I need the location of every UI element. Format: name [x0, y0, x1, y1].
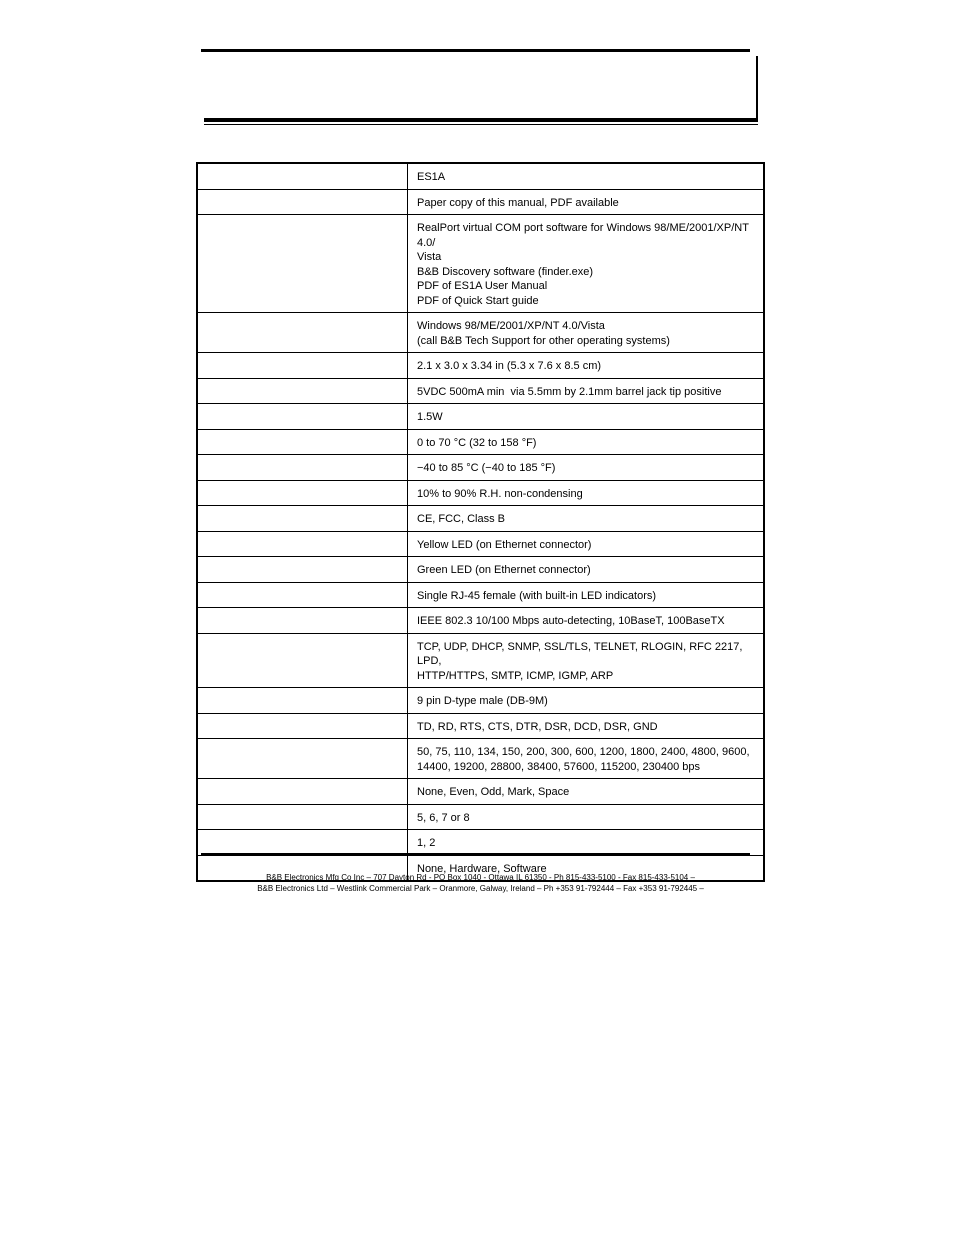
spec-value-cell: [408, 582, 765, 608]
spec-value-line: ES1A: [417, 171, 446, 183]
spec-value-cell: [408, 506, 765, 532]
spec-value-line: Single RJ-45 female (with built-in LED indicators): [417, 589, 657, 602]
spec-value-cell: [408, 804, 765, 830]
table-row: [197, 455, 764, 481]
spec-value-line: PDF of Quick Start guide: [417, 294, 539, 307]
spec-value-line: 5VDC 500mA min via 5.5mm by 2.1mm barrel jack tip positive: [417, 385, 722, 398]
spec-value-line: None, Even, Odd, Mark, Space: [417, 786, 570, 798]
table-row: [197, 688, 764, 714]
footer-line-ireland: B&B Electronics Ltd – Westlink Commercial Park – Oranmore, Galway, Ireland – Ph +353 91-792444 – Fax +353 91-792445 –: [257, 883, 704, 893]
spec-label-cell: [197, 582, 408, 608]
spec-value-line: 1, 2: [417, 837, 436, 849]
spec-label-cell: [197, 429, 408, 455]
spec-value-line: HTTP/HTTPS, SMTP, ICMP, IGMP, ARP: [417, 669, 614, 682]
spec-value-line: Green LED (on Ethernet connector): [417, 564, 591, 576]
spec-value-cell: [408, 688, 765, 714]
spec-label-cell: [197, 189, 408, 215]
table-row: [197, 313, 764, 353]
spec-value-cell: [408, 189, 765, 215]
spec-value-line: TCP, UDP, DHCP, SNMP, SSL/TLS, TELNET, RLOGIN, RFC 2217, LPD,: [417, 640, 746, 667]
table-row: [197, 779, 764, 805]
spec-label-cell: [197, 804, 408, 830]
spec-value-cell: [408, 455, 765, 481]
spec-value-line: 9 pin D-type male (DB-9M): [417, 695, 548, 707]
spec-value-line: TD, RD, RTS, CTS, DTR, DSR, DCD, DSR, GND: [417, 720, 658, 733]
table-row: [197, 163, 764, 189]
spec-value-line: Yellow LED (on Ethernet connector): [417, 538, 592, 551]
spec-label-cell: [197, 404, 408, 430]
spec-label-cell: [197, 215, 408, 313]
header-top-rule: [201, 49, 750, 52]
spec-label-cell: [197, 633, 408, 688]
page-header: [201, 49, 758, 125]
table-row: [197, 608, 764, 634]
spec-label-cell: [197, 506, 408, 532]
spec-value-line: 1.5W: [417, 411, 443, 423]
spec-value-line: Paper copy of this manual, PDF available: [417, 196, 619, 209]
specifications-table-body: [197, 163, 764, 881]
spec-value-cell: [408, 739, 765, 779]
table-row: [197, 378, 764, 404]
table-row: [197, 531, 764, 557]
spec-value-line: 5, 6, 7 or 8: [417, 811, 470, 824]
spec-value-cell: [408, 163, 765, 189]
spec-value-line: 50, 75, 110, 134, 150, 200, 300, 600, 1200, 1800, 2400, 4800, 9600,: [417, 746, 750, 758]
spec-value-cell: [408, 215, 765, 313]
table-row: [197, 404, 764, 430]
spec-label-cell: [197, 713, 408, 739]
spec-value-cell: [408, 531, 765, 557]
table-row: [197, 713, 764, 739]
spec-value-cell: [408, 557, 765, 583]
spec-label-cell: [197, 480, 408, 506]
spec-value-line: 10% to 90% R.H. non-condensing: [417, 487, 583, 500]
footer-rule: [201, 853, 750, 856]
table-row: [197, 830, 764, 856]
spec-value-line: Windows 98/ME/2001/XP/NT 4.0/Vista: [417, 320, 605, 332]
table-row: [197, 480, 764, 506]
spec-value-line: (call B&B Tech Support for other operating systems): [417, 334, 670, 347]
footer-address: [196, 873, 765, 894]
spec-value-line: PDF of ES1A User Manual: [417, 280, 548, 292]
table-row: [197, 739, 764, 779]
spec-label-cell: [197, 739, 408, 779]
table-row: [197, 429, 764, 455]
header-thin-rule: [204, 124, 758, 125]
spec-label-cell: [197, 353, 408, 379]
table-row: [197, 804, 764, 830]
spec-value-cell: [408, 353, 765, 379]
spec-value-line: IEEE 802.3 10/100 Mbps auto-detecting, 10BaseT, 100BaseTX: [417, 615, 725, 627]
spec-value-line: −40 to 85 °C (−40 to 185 °F): [417, 462, 556, 474]
spec-label-cell: [197, 531, 408, 557]
table-row: [197, 582, 764, 608]
table-row: [197, 215, 764, 313]
spec-label-cell: [197, 779, 408, 805]
spec-value-cell: [408, 378, 765, 404]
table-row: [197, 353, 764, 379]
spec-value-cell: [408, 429, 765, 455]
header-right-rule: [756, 56, 758, 119]
spec-value-line: B&B Discovery software (finder.exe): [417, 265, 594, 278]
spec-value-line: 0 to 70 °C (32 to 158 °F): [417, 436, 537, 449]
spec-label-cell: [197, 163, 408, 189]
table-row: [197, 557, 764, 583]
spec-label-cell: [197, 688, 408, 714]
spec-value-cell: [408, 779, 765, 805]
spec-label-cell: [197, 608, 408, 634]
table-row: [197, 633, 764, 688]
specifications-table: [196, 162, 765, 882]
spec-value-line: CE, FCC, Class B: [417, 513, 506, 525]
spec-value-cell: [408, 313, 765, 353]
spec-value-cell: [408, 480, 765, 506]
spec-value-cell: [408, 830, 765, 856]
spec-value-line: RealPort virtual COM port software for Windows 98/ME/2001/XP/NT 4.0/: [417, 222, 752, 249]
spec-value-cell: [408, 633, 765, 688]
table-row: [197, 506, 764, 532]
table-row: [197, 189, 764, 215]
spec-value-line: 14400, 19200, 28800, 38400, 57600, 115200, 230400 bps: [417, 760, 701, 773]
header-thick-rule: [204, 118, 758, 122]
spec-value-cell: [408, 713, 765, 739]
spec-label-cell: [197, 378, 408, 404]
spec-value-line: Vista: [417, 251, 442, 263]
spec-value-cell: [408, 608, 765, 634]
spec-value-line: 2.1 x 3.0 x 3.34 in (5.3 x 7.6 x 8.5 cm): [417, 360, 602, 372]
spec-value-line: None, Hardware, Software: [417, 862, 547, 875]
footer-line-us: B&B Electronics Mfg Co Inc – 707 Dayton Rd - PO Box 1040 - Ottawa IL 61350 - Ph 815-433-5100 - Fax 815-433-5104 –: [266, 873, 695, 882]
spec-label-cell: [197, 557, 408, 583]
spec-label-cell: [197, 313, 408, 353]
spec-label-cell: [197, 455, 408, 481]
spec-label-cell: [197, 830, 408, 856]
spec-value-cell: [408, 404, 765, 430]
